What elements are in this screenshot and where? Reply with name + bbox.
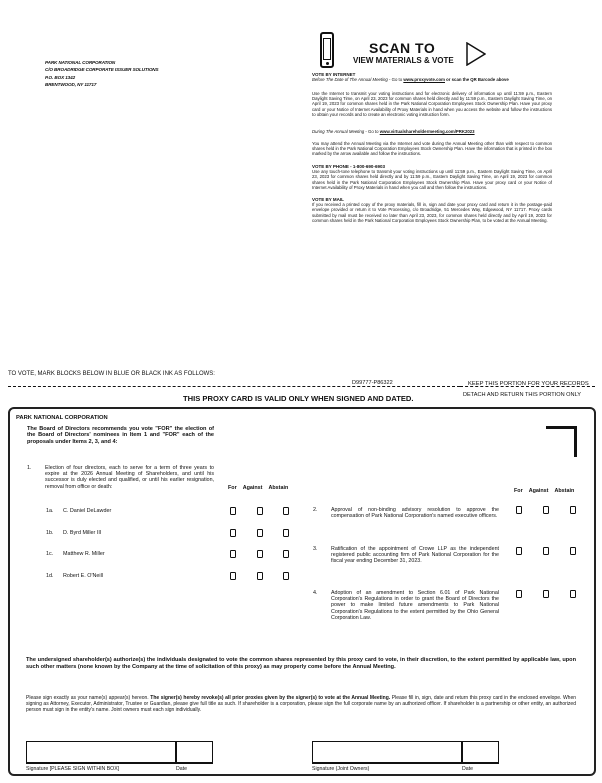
mailing-address — [45, 59, 158, 88]
signature-field[interactable] — [26, 741, 176, 764]
vote-3-abstain-checkbox[interactable] — [570, 547, 576, 555]
vote-1b-abstain-checkbox[interactable] — [283, 529, 289, 537]
proposal-2-text: Approval of non-binding advisory resolution to approve the compensation of Park National Corporation's named executive officers. — [331, 507, 499, 520]
mark-instructions: TO VOTE, MARK BLOCKS BELOW IN BLUE OR BLACK INK AS FOLLOWS: — [8, 371, 215, 377]
vote-2-abstain-checkbox[interactable] — [570, 506, 576, 514]
vote-1a-against-checbox[interactable] — [257, 507, 263, 515]
date-field[interactable] — [176, 741, 213, 764]
card-company-name: PARK NATIONAL CORPORATION — [16, 415, 108, 421]
nominee-1a-id: 1a. — [46, 508, 54, 514]
detach-line — [8, 386, 460, 387]
nominee-1b-name: D. Byrd Miller III — [63, 530, 102, 536]
joint-date-field[interactable] — [462, 741, 499, 764]
vote-4-against-checkbox[interactable] — [543, 590, 549, 598]
column-for: For — [228, 485, 237, 491]
virtual-meeting-link[interactable]: www.virtualshareholdermeeting.com/PRK2023 — [379, 129, 475, 134]
vote-by-mail — [312, 197, 552, 223]
date-label: Date — [176, 766, 187, 772]
address-line: C/O BROADRIDGE CORPORATE ISSUER SOLUTIONS — [45, 67, 159, 73]
phone-body: Use any touch-tone telephone to transmit your voting instructions up until 11:59 p.m., Eastern Daylight Saving Time, on April 23, 2023 for common shares held directly and by 11:59 p.m., Eastern Daylight Saving Time, on April 19, 2023 for common shares held in the Park National Corporation Employees Stock Ownership Plan. Have your proxy card or your Notice of Internet Availability of Proxy Materials in hand when you call and then follow the instructions. — [312, 169, 552, 190]
joint-date-label: Date — [462, 766, 473, 772]
vote-1a-abstain-checkbox[interactable] — [283, 507, 289, 515]
column-abstain: Abstain — [554, 488, 575, 494]
vote-by-phone — [312, 164, 552, 190]
vote-3-against-checkbox[interactable] — [543, 547, 549, 555]
proposal-3-text: Ratification of the appointment of Crowe LLP as the independent registered public accounting firm of Park National Corporation for the fiscal year ending December 31, 2023. — [331, 546, 499, 565]
during-meeting — [312, 129, 552, 134]
vote-1c-abstain-checkbox[interactable] — [283, 550, 289, 558]
vote-1c-against-checkbox[interactable] — [257, 550, 263, 558]
nominee-1c-id: 1c. — [46, 551, 54, 557]
during-text: - Go to — [364, 129, 380, 134]
joint-signature-field[interactable] — [312, 741, 462, 764]
vote-mail-heading: VOTE BY MAIL — [312, 197, 344, 202]
address-line: PARK NATIONAL CORPORATION — [45, 60, 116, 65]
detach-portion-label: DETACH AND RETURN THIS PORTION ONLY — [463, 392, 581, 398]
joint-signature-label: Signature (Joint Owners) — [312, 766, 370, 772]
sign-note-2: Please fill in, sign, date and return this proxy card in the enclosed envelope. When signing as Attorney, Executor, Administrator, Trustee or Guardian, please give full title as such. If shareholder is a corporation, please sign the full corporate name by an authorized officer. If shareholder is a partnership or other entity, an authorized person must sign in the entity's name. Joint owners must each sign individually. — [26, 695, 576, 714]
proxy-card — [8, 407, 596, 776]
scan-subtitle: VIEW MATERIALS & VOTE — [353, 56, 454, 65]
mail-body: If you received a printed copy of the proxy materials, fill in, sign and date your proxy card and return it in the postage-paid envelope provided or return it to Vote Processing, c/o Broadridge, 51 Mercedes Way, Edgewood, NY 11717. Proxy cards submitted by mail must be received no later than April 23, 2023, for common shares held directly and by April 19, 2023 for common shares held in the Park National Corporation Employees Stock Ownership Plan, to be voted at the Annual Meeting. — [312, 202, 552, 223]
vote-1a-for-checkbox[interactable] — [230, 507, 236, 515]
scan-title: SCAN TO — [369, 40, 436, 56]
vote-2-against-checkbox[interactable] — [543, 506, 549, 514]
address-line: BRENTWOOD, NY 11717 — [45, 81, 97, 87]
nominee-1d-id: 1d. — [46, 573, 54, 579]
proposal-4-number: 4. — [313, 590, 318, 596]
proxyvote-link[interactable]: www.proxyvote.com — [403, 77, 445, 83]
vote-1d-abstain-checkbox[interactable] — [283, 572, 289, 580]
before-text-2: or scan the QR Barcode above — [444, 77, 509, 83]
item-1-number: 1. — [27, 465, 32, 471]
vote-internet-heading: VOTE BY INTERNET — [312, 72, 356, 77]
sign-note-1: Please sign exactly as your name(s) appear(s) hereon. — [26, 695, 151, 701]
vote-3-for-checkbox[interactable] — [516, 547, 522, 555]
column-against: Against — [242, 485, 263, 491]
signing-instructions — [26, 695, 576, 714]
during-meeting-label: During The Annual Meeting — [312, 129, 365, 134]
before-meeting-label: Before The Date of The Annual Meeting — [312, 77, 388, 83]
vote-1d-against-checkbox[interactable] — [257, 572, 263, 580]
signature-label: Signature [PLEASE SIGN WITHIN BOX] — [26, 766, 120, 772]
during-body: You may attend the Annual Meeting via the Internet and vote during the Annual Meeting other than with respect to common shares held in the Park National Corporation Employees Stock Ownership Plan. Have the information that is printed in the box marked by the arrow available and follow the instructions. — [312, 141, 552, 157]
column-for: For — [514, 488, 523, 494]
column-against: Against — [528, 488, 549, 494]
address-line: P.O. BOX 1342 — [45, 74, 76, 80]
control-code: D99777-P86322 — [352, 380, 393, 386]
registration-corner-mark — [546, 426, 577, 457]
proposal-2-number: 2. — [313, 507, 318, 513]
nominee-1d-name: Robert E. O'Neill — [63, 573, 103, 579]
vote-4-abstain-checkbox[interactable] — [570, 590, 576, 598]
vote-1c-for-checkbox[interactable] — [230, 550, 236, 558]
vote-phone-heading: VOTE BY PHONE - 1-800-690-6903 — [312, 164, 385, 169]
internet-body: Use the Internet to transmit your voting instructions and for electronic delivery of information up until 11:59 p.m., Eastern Daylight Saving Time, on April 23, 2023 for common shares held directly and by 11:59 p.m., Eastern Daylight Saving Time, on April 19, 2023 for common shares held in the Park National Corporation Employees Stock Ownership Plan. Have your proxy card or your Notice of Internet Availability of Proxy Materials in hand when you access the website and follow the instructions to obtain your records and to create an electronic voting instruction form. — [312, 91, 552, 117]
keep-portion-label: KEEP THIS PORTION FOR YOUR RECORDS — [468, 381, 589, 387]
proposal-4-text: Adoption of an amendment to Section 6.01 of Park National Corporation's Regulations in order to grant the Board of Directors the power to make limited future amendments to Park National Corporation's Regulations to the extent permitted by the Ohio General Corporation Law. — [331, 590, 499, 621]
nominee-1b-id: 1b. — [46, 530, 54, 536]
right-column-headers — [514, 488, 574, 494]
proposal-3-number: 3. — [313, 546, 318, 552]
board-recommendation: The Board of Directors recommends you vote "FOR" the election of the Board of Directors' nominees in Item 1 and "FOR" each of the proposals under Items 2, 3, and 4: — [27, 426, 214, 445]
vote-2-for-checkbox[interactable] — [516, 506, 522, 514]
authorization-text: The undersigned shareholder(s) authorize(s) the individuals designated to vote the common shares represented by this proxy card to vote, in their discretion, to the extent permitted by applicable law, upon such other matters (none known by the Company at the time of solicitation of this proxy) as may properly come before the Annual Meeting. — [26, 657, 576, 670]
vote-1b-against-checkbox[interactable] — [257, 529, 263, 537]
smartphone-icon — [320, 32, 334, 68]
vote-4-for-checkbox[interactable] — [516, 590, 522, 598]
sign-note-revoke: The signer(s) hereby revoke(s) all prior proxies given by the signer(s) to vote at the Annual Meeting. — [150, 695, 391, 701]
nominee-1a-name: C. Daniel DeLawder — [63, 508, 112, 514]
valid-notice: THIS PROXY CARD IS VALID ONLY WHEN SIGNED AND DATED. — [183, 394, 414, 403]
item-1-text: Election of four directors, each to serve for a term of three years to expire at the 2026 Annual Meeting of Shareholders, and until his successor is duly elected and qualified, or until his earlier resignation, removal from office or death: — [45, 465, 214, 490]
vote-by-internet — [312, 72, 552, 82]
before-text: - Go to — [387, 77, 404, 83]
column-abstain: Abstain — [268, 485, 289, 491]
left-column-headers — [228, 485, 288, 491]
vote-1d-for-checkbox[interactable] — [230, 572, 236, 580]
nominee-1c-name: Matthew R. Miller — [63, 551, 105, 557]
vote-1b-for-checkbox[interactable] — [230, 529, 236, 537]
